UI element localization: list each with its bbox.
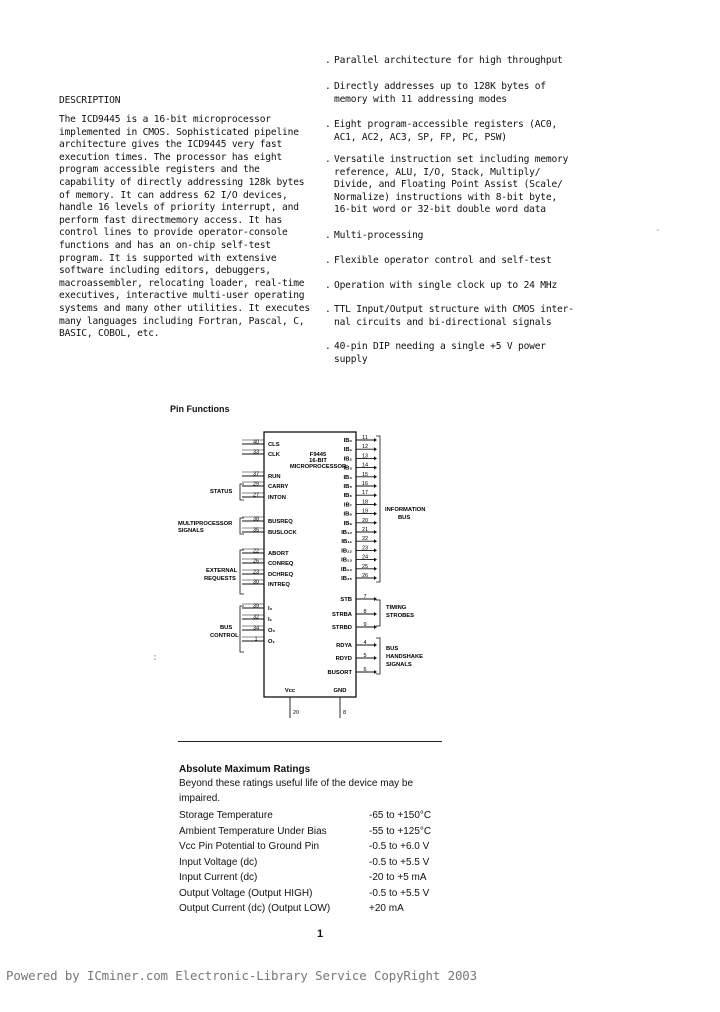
pin-name: IB₁₄	[341, 566, 352, 573]
pin-name: IB₂	[343, 456, 352, 463]
feature-line: Eight program-accessible registers (AC0,	[334, 119, 558, 130]
description-line: many languages including Fortran, Pascal, C,	[59, 315, 305, 327]
pin-number: 26	[252, 558, 260, 565]
pin-number: 19	[361, 508, 369, 515]
pin-number: 22	[252, 548, 260, 555]
group-label-timing: TIMING	[386, 605, 407, 611]
group-label-bus: BUS	[220, 625, 233, 631]
rating-row	[179, 826, 449, 842]
description-line: execution times. The processor has eight	[59, 151, 283, 163]
bullet: .	[325, 154, 331, 165]
group-label-external: EXTERNAL	[206, 568, 238, 574]
group-label-bus: BUS	[398, 515, 411, 521]
pin-number: 26	[361, 573, 369, 579]
pin-name: RUN	[268, 474, 281, 480]
bus-control-brace	[240, 606, 244, 652]
pin-name: STB	[340, 597, 352, 603]
footer-copyright: Powered by ICminer.com Electronic-Library Service CopyRight 2003	[6, 968, 478, 983]
bullet: .	[325, 304, 331, 315]
pin-number: 13	[361, 453, 369, 460]
description-line: systems and many other utilities. It executes	[59, 302, 310, 314]
description-body	[59, 114, 309, 341]
group-label-bus: BUS	[386, 646, 399, 652]
pin-number: 38	[252, 516, 260, 523]
arrow-icon	[374, 643, 377, 647]
feature-line: nal circuits and bi-directional signals	[334, 317, 552, 328]
right-pin-group	[328, 435, 377, 676]
rating-name: Output Voltage (Output HIGH)	[179, 887, 313, 899]
pin-number: 6	[363, 667, 367, 673]
arrow-icon	[374, 670, 377, 674]
scan-mark: :	[152, 652, 159, 663]
description-heading: DESCRIPTION	[59, 95, 121, 106]
pin-name: IB₄	[343, 474, 352, 481]
pin-name: CONREQ	[268, 561, 294, 567]
description-line: capability of directly addressing 128k bytes	[59, 176, 305, 188]
pin-name: IB₁₃	[341, 557, 352, 564]
group-label-requests: REQUESTS	[204, 576, 236, 582]
chip-label-type: MICROPROCESSOR	[289, 464, 347, 470]
pin-number: 8	[363, 609, 367, 615]
chip-label-part: F9445	[309, 452, 327, 458]
bullet: .	[325, 81, 331, 92]
pin-name: INTREQ	[268, 582, 290, 588]
pin-name: DCHREQ	[268, 572, 294, 578]
pin-name: IB₁	[343, 447, 352, 454]
ratings-title: Absolute Maximum Ratings	[179, 764, 311, 775]
feature-line: supply	[334, 354, 368, 365]
arrow-icon	[374, 484, 377, 488]
description-line: executives, interactive multi-user operating	[59, 290, 305, 302]
description-line: program accessible registers and the	[59, 164, 260, 176]
feature-line: Parallel architecture for high throughput	[334, 55, 563, 66]
pin-name: IB₁₂	[341, 548, 352, 555]
arrow-icon	[374, 438, 377, 442]
scan-mark: -	[655, 225, 662, 236]
pin-name: BUSORT	[327, 670, 352, 676]
feature-line: Operation with single clock up to 24 MHz	[334, 280, 558, 291]
arrow-icon	[374, 567, 377, 571]
feature-line: memory with 11 addressing modes	[334, 94, 507, 105]
arrow-icon	[374, 456, 377, 460]
arrow-icon	[374, 493, 377, 497]
pin-number: 32	[252, 614, 260, 621]
arrow-icon	[374, 539, 377, 543]
pin-name: RDYD	[335, 656, 352, 662]
group-label-multiprocessor: MULTIPROCESSOR	[178, 521, 233, 527]
pin-name: GND	[333, 688, 347, 694]
pin-name: STRBA	[332, 612, 352, 618]
description-line: The ICD9445 is a 16-bit microprocessor	[59, 114, 271, 125]
arrow-icon	[374, 548, 377, 552]
rating-name: Ambient Temperature Under Bias	[179, 825, 327, 837]
rating-value: -55 to +125°C	[369, 825, 432, 837]
left-pin-group	[242, 440, 297, 646]
pin-number: 12	[361, 444, 369, 451]
description-line: control lines to provide operator-console	[59, 227, 288, 239]
pin-number: 29	[252, 481, 260, 488]
arrow-icon	[374, 625, 377, 629]
pin-name: Vcc	[284, 688, 296, 694]
pin-name: IB₁₀	[341, 530, 352, 536]
pin-number: 14	[361, 462, 369, 469]
chip-label-width: 16-BIT	[309, 458, 327, 464]
description-line: BASIC, COBOL, etc.	[59, 328, 160, 340]
arrow-icon	[374, 521, 377, 525]
group-label-status: STATUS	[210, 489, 233, 495]
pin-name: IB₅	[343, 484, 352, 490]
pin-number: 22	[361, 536, 369, 543]
pin-name: CLK	[268, 452, 280, 458]
pin-number: 23	[361, 545, 369, 552]
bottom-pin-group	[285, 688, 347, 718]
pin-name: IB₇	[343, 502, 352, 509]
arrow-icon	[374, 475, 377, 479]
pin-number: 37	[252, 471, 260, 478]
pin-name: O₀	[268, 628, 276, 634]
description-line: macroassembler, relocating loader, real-time	[59, 277, 305, 289]
ratings-note: Beyond these ratings useful life of the device may be impaired.	[179, 778, 414, 804]
section-divider	[178, 741, 442, 742]
group-label-control: CONTROL	[210, 633, 239, 639]
rating-row	[179, 857, 449, 873]
pin-number: 21	[361, 527, 369, 533]
arrow-icon	[374, 597, 377, 601]
bullet: .	[325, 119, 331, 130]
pin-number: 27	[252, 492, 260, 499]
feature-line: AC1, AC2, AC3, SP, FP, PC, PSW)	[334, 132, 507, 143]
description-line: of memory. It can address 62 I/O devices,	[59, 189, 288, 201]
description-line: implemented in CMOS. Sophisticated pipeline	[59, 126, 299, 138]
arrow-icon	[374, 530, 377, 534]
pin-number: 20	[361, 517, 369, 524]
pin-number: 15	[361, 471, 369, 478]
pin-name: IB₈	[343, 511, 352, 518]
arrow-icon	[374, 656, 377, 660]
pin-name: O₁	[268, 639, 275, 645]
description-line: software including editors, debuggers,	[59, 265, 271, 277]
group-label-information: INFORMATION	[385, 507, 426, 513]
rating-name: Input Voltage (dc)	[179, 856, 258, 868]
feature-line: Multi-processing	[334, 230, 424, 241]
pin-name: BUSLOCK	[268, 530, 297, 536]
pin-name: I₁	[268, 617, 273, 623]
pin-number: 11	[362, 435, 368, 441]
pin-number: 23	[252, 569, 260, 576]
pin-functions-title: Pin Functions	[170, 404, 230, 414]
feature-line: Divide, and Floating Point Assist (Scale/	[334, 179, 563, 190]
group-label-signals: SIGNALS	[178, 528, 204, 534]
description-line: handle 16 levels of priority interrupt, and	[59, 202, 299, 214]
rating-name: Vcc Pin Potential to Ground Pin	[179, 841, 320, 852]
rating-row	[179, 810, 449, 826]
bullet: .	[325, 55, 331, 66]
rating-value: +20 mA	[369, 903, 404, 914]
pin-number: 35	[252, 527, 260, 534]
pin-name: IB₁₅	[341, 576, 352, 582]
pin-number: 4	[363, 640, 367, 646]
pin-number: 25	[361, 563, 369, 570]
bullet: .	[325, 230, 331, 241]
pin-name: BUSREQ	[268, 519, 293, 525]
pin-name: CARRY	[268, 484, 289, 490]
group-label-signals: SIGNALS	[386, 662, 412, 668]
group-label-handshake: HANDSHAKE	[386, 654, 424, 660]
arrow-icon	[374, 612, 377, 616]
arrow-icon	[374, 576, 377, 580]
pin-number: 9	[363, 622, 367, 628]
pin-number: 40	[252, 439, 260, 446]
rating-value: -20 to +5 mA	[369, 872, 427, 883]
page-number: 1	[317, 928, 324, 940]
arrow-icon	[374, 558, 377, 562]
pin-diagram	[150, 420, 450, 720]
ratings-table	[179, 810, 449, 919]
pin-number: 34	[252, 625, 260, 632]
bullet: .	[325, 341, 331, 352]
rating-name: Output Current (dc) (Output LOW)	[179, 903, 331, 914]
pin-name: RDYA	[336, 643, 352, 649]
pin-number: 1	[254, 636, 258, 643]
pin-name: IB₁₁	[341, 539, 352, 546]
pin-number: 16	[361, 481, 369, 487]
rating-value: -0.5 to +5.5 V	[369, 887, 430, 899]
arrow-icon	[374, 447, 377, 451]
pin-number: 33	[252, 449, 260, 456]
pin-number: 7	[363, 594, 367, 600]
feature-line: Flexible operator control and self-test	[334, 255, 552, 266]
feature-line: 40-pin DIP needing a single +5 V power	[334, 341, 546, 352]
pin-name: IB₀	[343, 438, 352, 444]
rating-value: -0.5 to +5.5 V	[369, 856, 430, 868]
pin-name: CLS	[268, 442, 280, 448]
feature-line: TTL Input/Output structure with CMOS inter-	[334, 304, 574, 315]
pin-number: 8	[343, 710, 347, 716]
pin-number: 18	[361, 499, 369, 506]
pin-number: 20	[293, 710, 300, 716]
rating-row	[179, 888, 449, 904]
description-line: functions and has an on-chip self-test	[59, 239, 271, 251]
feature-line: Normalize) instructions with 8-bit byte,	[334, 191, 558, 203]
handshake-brace	[376, 638, 380, 674]
pin-name: IB₉	[343, 520, 352, 527]
arrow-icon	[374, 512, 377, 516]
pin-number: 30	[252, 579, 260, 586]
bullet: .	[325, 280, 331, 291]
pin-number: 24	[361, 554, 369, 561]
arrow-icon	[374, 502, 377, 506]
group-label-strobes: STROBES	[386, 613, 415, 619]
pin-number: 17	[361, 490, 369, 497]
rating-row	[179, 841, 449, 857]
pin-number: 39	[252, 603, 260, 610]
rating-row	[179, 872, 449, 888]
rating-value: -0.5 to +6.0 V	[369, 841, 430, 852]
feature-line: Directly addresses up to 128K bytes of	[334, 81, 546, 92]
pin-number: 5	[363, 653, 367, 659]
feature-line: Versatile instruction set including memory	[334, 154, 569, 165]
rating-name: Input Current (dc)	[179, 872, 258, 883]
feature-line: reference, ALU, I/O, Stack, Multiply/	[334, 166, 541, 178]
pin-name: I₀	[268, 606, 273, 612]
rating-name: Storage Temperature	[179, 810, 273, 821]
arrow-icon	[374, 466, 377, 470]
pin-name: INTON	[268, 495, 286, 501]
description-line: program. It is supported with extensive	[59, 252, 277, 264]
description-line: architecture gives the ICD9445 very fast	[59, 139, 283, 151]
rating-value: -65 to +150°C	[369, 810, 432, 821]
rating-row	[179, 903, 449, 919]
bullet: .	[325, 255, 331, 266]
pin-name: IB₃	[343, 465, 352, 472]
pin-name: IB₆	[343, 493, 352, 500]
description-line: perform fast directmemory access. It has	[59, 214, 283, 226]
external-requests-brace	[240, 550, 244, 594]
pin-name: ABORT	[268, 551, 289, 557]
timing-strobes-brace	[376, 600, 380, 626]
pin-name: STRBD	[332, 625, 352, 631]
feature-line: 16-bit word or 32-bit double word data	[334, 204, 546, 215]
information-bus-brace	[376, 436, 380, 582]
